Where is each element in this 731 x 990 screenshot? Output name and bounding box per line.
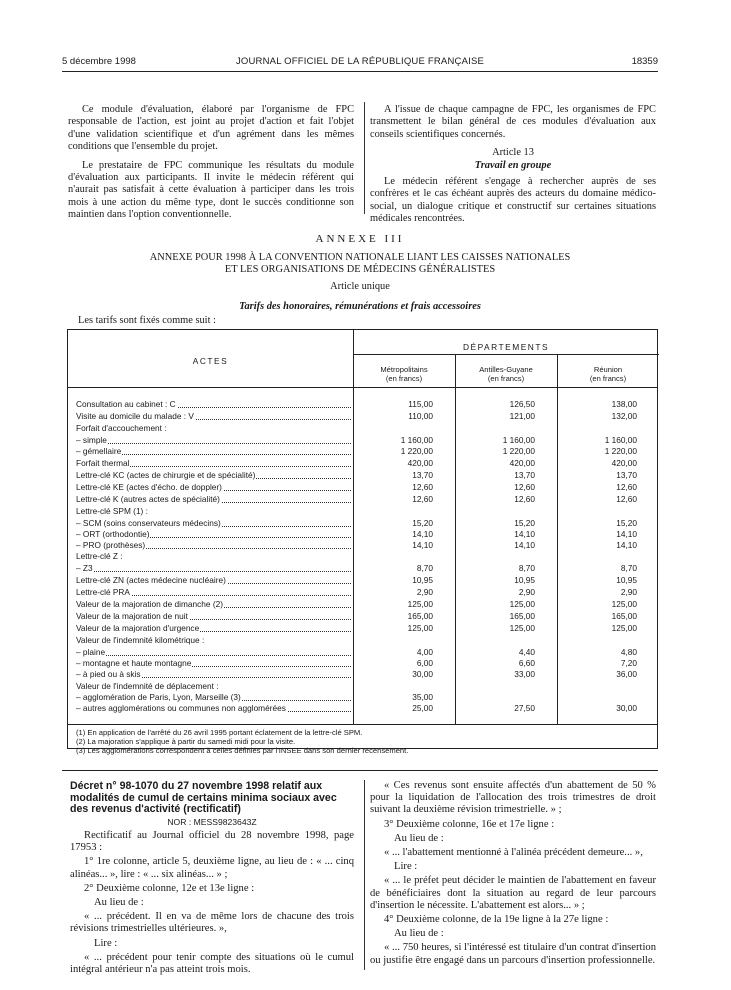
- paragraph: « ... le préfet peut décider le maintien de l'abattement en faveur de bénéficiaires dont la situation au regard de leur parcours d'insertion le nécessite. L'abattement est alors... » ;: [370, 875, 656, 911]
- paragraph: Rectificatif au Journal officiel du 28 novembre 1998, page 17953 :: [70, 830, 354, 854]
- row-label-text: Lettre-clé PRA: [76, 587, 130, 597]
- row-label: [76, 435, 351, 446]
- decret-title: Décret n° 98-1070 du 27 novembre 1998 relatif aux modalités de cumul de certains minima sociaux avec des revenus d'activité (rectificatif): [70, 780, 337, 815]
- row-label: [76, 623, 351, 634]
- row-label-text: – simple: [76, 435, 107, 445]
- cell-value-m: 12,60: [412, 494, 433, 504]
- row-label-text: Lettre-clé K (autres actes de spécialité): [76, 494, 220, 504]
- header-line: (en francs): [589, 374, 627, 383]
- paragraph: 3° Deuxième colonne, 16e et 17e ligne :: [384, 818, 555, 830]
- table-row: [68, 599, 659, 610]
- cell-value-m: 125,00: [407, 623, 433, 633]
- cell-value-a: 14,10: [514, 540, 535, 550]
- table-row: [68, 423, 659, 434]
- annex-title: ANNEXE III: [315, 233, 405, 245]
- page-header: [62, 56, 658, 70]
- row-label-text: Valeur de l'indemnité kilométrique :: [76, 635, 205, 645]
- cell-value-r: 14,10: [616, 529, 637, 539]
- cell-value-m: 14,10: [412, 529, 433, 539]
- cell-value-m: 25,00: [412, 703, 433, 713]
- paragraph: Ce module d'évaluation, élaboré par l'organisme de FPC responsable de l'action, est joint au projet d'action et fait l'objet d'une validation scientifique et d'un agrément dans les mêmes conditions que l'ensemble du projet.: [68, 104, 354, 153]
- row-label-text: Valeur de la majoration de nuit: [76, 611, 188, 621]
- row-label-text: – montagne et haute montagne: [76, 658, 192, 668]
- row-label: [76, 470, 351, 481]
- row-label: [76, 669, 351, 680]
- row-label-text: Lettre-clé KC (actes de chirurgie et de spécialité): [76, 470, 256, 480]
- table-row: [68, 669, 659, 680]
- row-label-text: Valeur de la majoration de dimanche (2): [76, 599, 223, 609]
- table-header-departements: DÉPARTEMENTS: [462, 342, 550, 352]
- cell-value-m: 6,00: [416, 658, 433, 668]
- table-row: [68, 446, 659, 457]
- cell-value-m: 420,00: [407, 458, 433, 468]
- column-divider: [364, 780, 365, 970]
- annex-article: Article unique: [330, 281, 390, 292]
- paragraph: Lire :: [94, 937, 118, 949]
- top-right-column: [370, 104, 656, 232]
- paragraph: « Ces revenus sont ensuite affectés d'un abattement de 50 % pour la liquidation de l'allocation des trois trimestres de droit suivant la deuxième révision trimestrielle. » ;: [370, 780, 656, 816]
- paragraph: « ... précédent pour tenir compte des situations où le cumul intégral antérieur n'a pas atteint trois mois.: [70, 951, 354, 976]
- cell-value-m: 4,00: [416, 647, 433, 657]
- cell-value-m: 12,60: [412, 482, 433, 492]
- cell-value-r: 420,00: [611, 458, 637, 468]
- cell-value-a: 8,70: [518, 563, 535, 573]
- cell-value-r: 1 220,00: [604, 446, 637, 456]
- table-row: [68, 623, 659, 634]
- cell-value-a: 13,70: [514, 470, 535, 480]
- cell-value-a: 125,00: [509, 599, 535, 609]
- table-row: [68, 529, 659, 540]
- cell-value-r: 2,90: [620, 587, 637, 597]
- header-page-number: 18359: [631, 56, 658, 67]
- header-line: (en francs): [385, 374, 423, 383]
- cell-value-m: 2,90: [416, 587, 433, 597]
- row-label: [76, 658, 351, 669]
- table-header-rule: [353, 354, 659, 355]
- table-row: [68, 587, 659, 598]
- annex-subtitle: [62, 252, 658, 276]
- row-label-text: Lettre-clé KE (actes d'écho. de doppler): [76, 482, 222, 492]
- paragraph: Au lieu de :: [394, 928, 444, 940]
- header-date: 5 décembre 1998: [62, 56, 136, 67]
- table-row: [68, 658, 659, 669]
- cell-value-m: 125,00: [407, 599, 433, 609]
- leader-dots: [76, 655, 351, 656]
- cell-value-a: 1 220,00: [502, 446, 535, 456]
- cell-value-r: 1 160,00: [604, 435, 637, 445]
- row-label-text: – Z3: [76, 563, 93, 573]
- row-label: [76, 494, 351, 505]
- row-label: [76, 399, 351, 410]
- row-label-text: – autres agglomérations ou communes non agglomérées: [76, 703, 286, 713]
- cell-value-r: 125,00: [611, 623, 637, 633]
- leader-dots: [76, 443, 351, 444]
- row-label: [76, 563, 351, 574]
- cell-value-r: 132,00: [611, 411, 637, 421]
- cell-value-r: 4,80: [620, 647, 637, 657]
- table-row: [68, 681, 659, 692]
- top-left-column: [68, 104, 354, 228]
- row-label-text: – PRO (prothèses): [76, 540, 146, 550]
- annex-subtitle-line: ET LES ORGANISATIONS DE MÉDECINS GÉNÉRALISTES: [224, 264, 496, 275]
- row-label-text: – à pied ou à skis: [76, 669, 141, 679]
- header-line: Métropolitains: [380, 365, 428, 374]
- cell-value-m: 8,70: [416, 563, 433, 573]
- paragraph: « ... précédent. Il en va de même lors de chacune des trois révisions trimestrielles ultérieures. »,: [70, 911, 354, 935]
- table-row: [68, 435, 659, 446]
- table-row: [68, 506, 659, 517]
- cell-value-m: 14,10: [412, 540, 433, 550]
- cell-value-a: 165,00: [509, 611, 535, 621]
- header-rule: [62, 71, 658, 72]
- paragraph: Au lieu de :: [94, 897, 144, 909]
- cell-value-m: 15,20: [412, 518, 433, 528]
- row-label: [76, 529, 351, 540]
- cell-value-a: 10,95: [514, 575, 535, 585]
- column-divider: [364, 102, 365, 214]
- cell-value-r: 125,00: [611, 599, 637, 609]
- row-label: [76, 506, 351, 517]
- paragraph: « ... 750 heures, si l'intéressé est titulaire d'un contrat d'insertion ou justifie être engagé dans un parcours d'insertion professionnelle.: [370, 942, 656, 966]
- row-label-text: Lettre-clé Z :: [76, 551, 123, 561]
- cell-value-r: 15,20: [616, 518, 637, 528]
- article-subtitle: Travail en groupe: [474, 159, 552, 171]
- cell-value-a: 420,00: [509, 458, 535, 468]
- table-row: [68, 647, 659, 658]
- cell-value-a: 4,40: [518, 647, 535, 657]
- cell-value-a: 15,20: [514, 518, 535, 528]
- row-label-text: Lettre-clé SPM (1) :: [76, 506, 148, 516]
- cell-value-m: 35,00: [412, 692, 433, 702]
- paragraph: Au lieu de :: [394, 832, 444, 844]
- cell-value-r: 7,20: [620, 658, 637, 668]
- table-row: [68, 611, 659, 622]
- table-header-actes: ACTES: [192, 356, 229, 366]
- cell-value-r: 165,00: [611, 611, 637, 621]
- cell-value-r: 12,60: [616, 482, 637, 492]
- table-row: [68, 703, 659, 714]
- table-note: (1) En application de l'arrêté du 26 avril 1995 portant éclatement de la lettre-clé SPM.: [76, 728, 363, 737]
- cell-value-r: 138,00: [611, 399, 637, 409]
- row-label: [76, 423, 351, 434]
- table-row: [68, 494, 659, 505]
- decret-right-column: [370, 780, 656, 969]
- row-label-text: Forfait d'accouchement :: [76, 423, 167, 433]
- row-label-text: Visite au domicile du malade : V: [76, 411, 194, 421]
- row-label-text: Valeur de l'indemnité de déplacement :: [76, 681, 219, 691]
- row-label-text: Forfait thermal: [76, 458, 130, 468]
- leader-dots: [76, 571, 351, 572]
- cell-value-m: 1 220,00: [400, 446, 433, 456]
- row-label-text: – agglomération de Paris, Lyon, Marseille (3): [76, 692, 241, 702]
- row-label: [76, 681, 351, 692]
- paragraph: 2° Deuxième colonne, 12e et 13e ligne :: [84, 882, 255, 894]
- table-row: [68, 458, 659, 469]
- paragraph: Le médecin référent s'engage à rechercher auprès de ses confrères et le cas échéant auprès des acteurs du domaine médico-social, un dialogue critique et constructif sur certaines situations médicales rencontrées.: [370, 176, 656, 225]
- row-label: [76, 551, 351, 562]
- cell-value-r: 8,70: [620, 563, 637, 573]
- row-label: [76, 458, 351, 469]
- header-journal-title: JOURNAL OFFICIEL DE LA RÉPUBLIQUE FRANÇAISE: [235, 56, 485, 67]
- row-label: [76, 482, 351, 493]
- cell-value-m: 30,00: [412, 669, 433, 679]
- table-row: [68, 399, 659, 410]
- table-header-antilles: [455, 365, 557, 383]
- cell-value-a: 14,10: [514, 529, 535, 539]
- decret-left-column: [70, 830, 354, 978]
- row-label: [76, 518, 351, 529]
- row-label-text: – plaine: [76, 647, 106, 657]
- row-label-text: – SCM (soins conservateurs médecins): [76, 518, 221, 528]
- row-label-text: – gémellaire: [76, 446, 122, 456]
- header-line: (en francs): [487, 374, 525, 383]
- table-header-bottom-rule: [68, 387, 657, 388]
- cell-value-r: 13,70: [616, 470, 637, 480]
- row-label-text: Lettre-clé ZN (actes médecine nucléaire): [76, 575, 226, 585]
- cell-value-m: 110,00: [408, 411, 433, 421]
- row-label: [76, 635, 351, 646]
- row-label: [76, 411, 351, 422]
- cell-value-a: 33,00: [514, 669, 535, 679]
- row-label: [76, 647, 351, 658]
- row-label: [76, 611, 351, 622]
- row-label: [76, 587, 351, 598]
- cell-value-m: 1 160,00: [400, 435, 433, 445]
- table-row: [68, 563, 659, 574]
- row-label: [76, 692, 351, 703]
- table-notes-rule: [68, 724, 657, 725]
- cell-value-a: 125,00: [509, 623, 535, 633]
- cell-value-a: 27,50: [514, 703, 535, 713]
- table-row: [68, 692, 659, 703]
- cell-value-m: 165,00: [407, 611, 433, 621]
- row-label: [76, 703, 351, 714]
- paragraph: 4° Deuxième colonne, de la 19e ligne à la 27e ligne :: [384, 914, 609, 926]
- cell-value-m: 13,70: [412, 470, 433, 480]
- cell-value-a: 121,00: [509, 411, 535, 421]
- table-row: [68, 575, 659, 586]
- row-label: [76, 599, 351, 610]
- table-row: [68, 470, 659, 481]
- annex-tarifs-heading: Tarifs des honoraires, rémunérations et frais accessoires: [239, 301, 481, 312]
- annex-intro: Les tarifs sont fixés comme suit :: [78, 315, 216, 326]
- paragraph: « ... l'abattement mentionné à l'alinéa précédent demeure... »,: [384, 847, 643, 859]
- table-header-reunion: [557, 365, 659, 383]
- table-row: [68, 518, 659, 529]
- decret-nor: NOR : MESS9823643Z: [167, 817, 257, 827]
- table-note: (3) Les agglomérations correspondent à celles définies par l'INSEE dans son dernier recensement.: [76, 746, 409, 755]
- row-label: [76, 575, 351, 586]
- cell-value-m: 10,95: [412, 575, 433, 585]
- article-heading: Article 13: [492, 147, 534, 159]
- row-label: [76, 446, 351, 457]
- table-notes: [76, 728, 408, 755]
- row-label: [76, 540, 351, 551]
- cell-value-a: 2,90: [518, 587, 535, 597]
- cell-value-r: 30,00: [616, 703, 637, 713]
- header-line: Réunion: [593, 365, 623, 374]
- tariff-table: [67, 329, 658, 755]
- cell-value-r: 36,00: [616, 669, 637, 679]
- cell-value-r: 10,95: [616, 575, 637, 585]
- paragraph: A l'issue de chaque campagne de FPC, les organismes de FPC transmettent le bilan général de ces modules d'évaluation aux conseils scientifiques concernés.: [370, 104, 656, 140]
- table-note: (2) La majoration s'applique à partir du samedi midi pour la visite.: [76, 737, 296, 746]
- cell-value-m: 115,00: [408, 399, 433, 409]
- header-line: Antilles-Guyane: [479, 365, 533, 374]
- paragraph: Le prestataire de FPC communique les résultats du module d'évaluation aux participants. Il invite le médecin référent qui n'aurait pas satisfait à cette évaluation à participer dans les trois mois à une action du même type, dont le succès conditionne son maintien dans l'option conventionnelle.: [68, 159, 354, 221]
- table-row: [68, 482, 659, 493]
- row-label-text: Valeur de la majoration d'urgence: [76, 623, 200, 633]
- cell-value-a: 126,50: [509, 399, 535, 409]
- row-label-text: – ORT (orthodontie): [76, 529, 150, 539]
- annex-subtitle-line: ANNEXE POUR 1998 À LA CONVENTION NATIONALE LIANT LES CAISSES NATIONALES: [149, 252, 571, 263]
- cell-value-r: 12,60: [616, 494, 637, 504]
- cell-value-a: 12,60: [514, 494, 535, 504]
- section-rule: [62, 770, 658, 771]
- cell-value-a: 12,60: [514, 482, 535, 492]
- table-row: [68, 540, 659, 551]
- table-row: [68, 411, 659, 422]
- cell-value-a: 6,60: [518, 658, 535, 668]
- table-row: [68, 635, 659, 646]
- cell-value-a: 1 160,00: [502, 435, 535, 445]
- table-header-metropolitains: [353, 365, 455, 383]
- cell-value-r: 14,10: [616, 540, 637, 550]
- row-label-text: Consultation au cabinet : C: [76, 399, 176, 409]
- table-row: [68, 551, 659, 562]
- paragraph: 1° 1re colonne, article 5, deuxième ligne, au lieu de : « ... cinq alinéas... », lire : « ... six alinéas... » ;: [70, 856, 354, 880]
- paragraph: Lire :: [394, 861, 418, 873]
